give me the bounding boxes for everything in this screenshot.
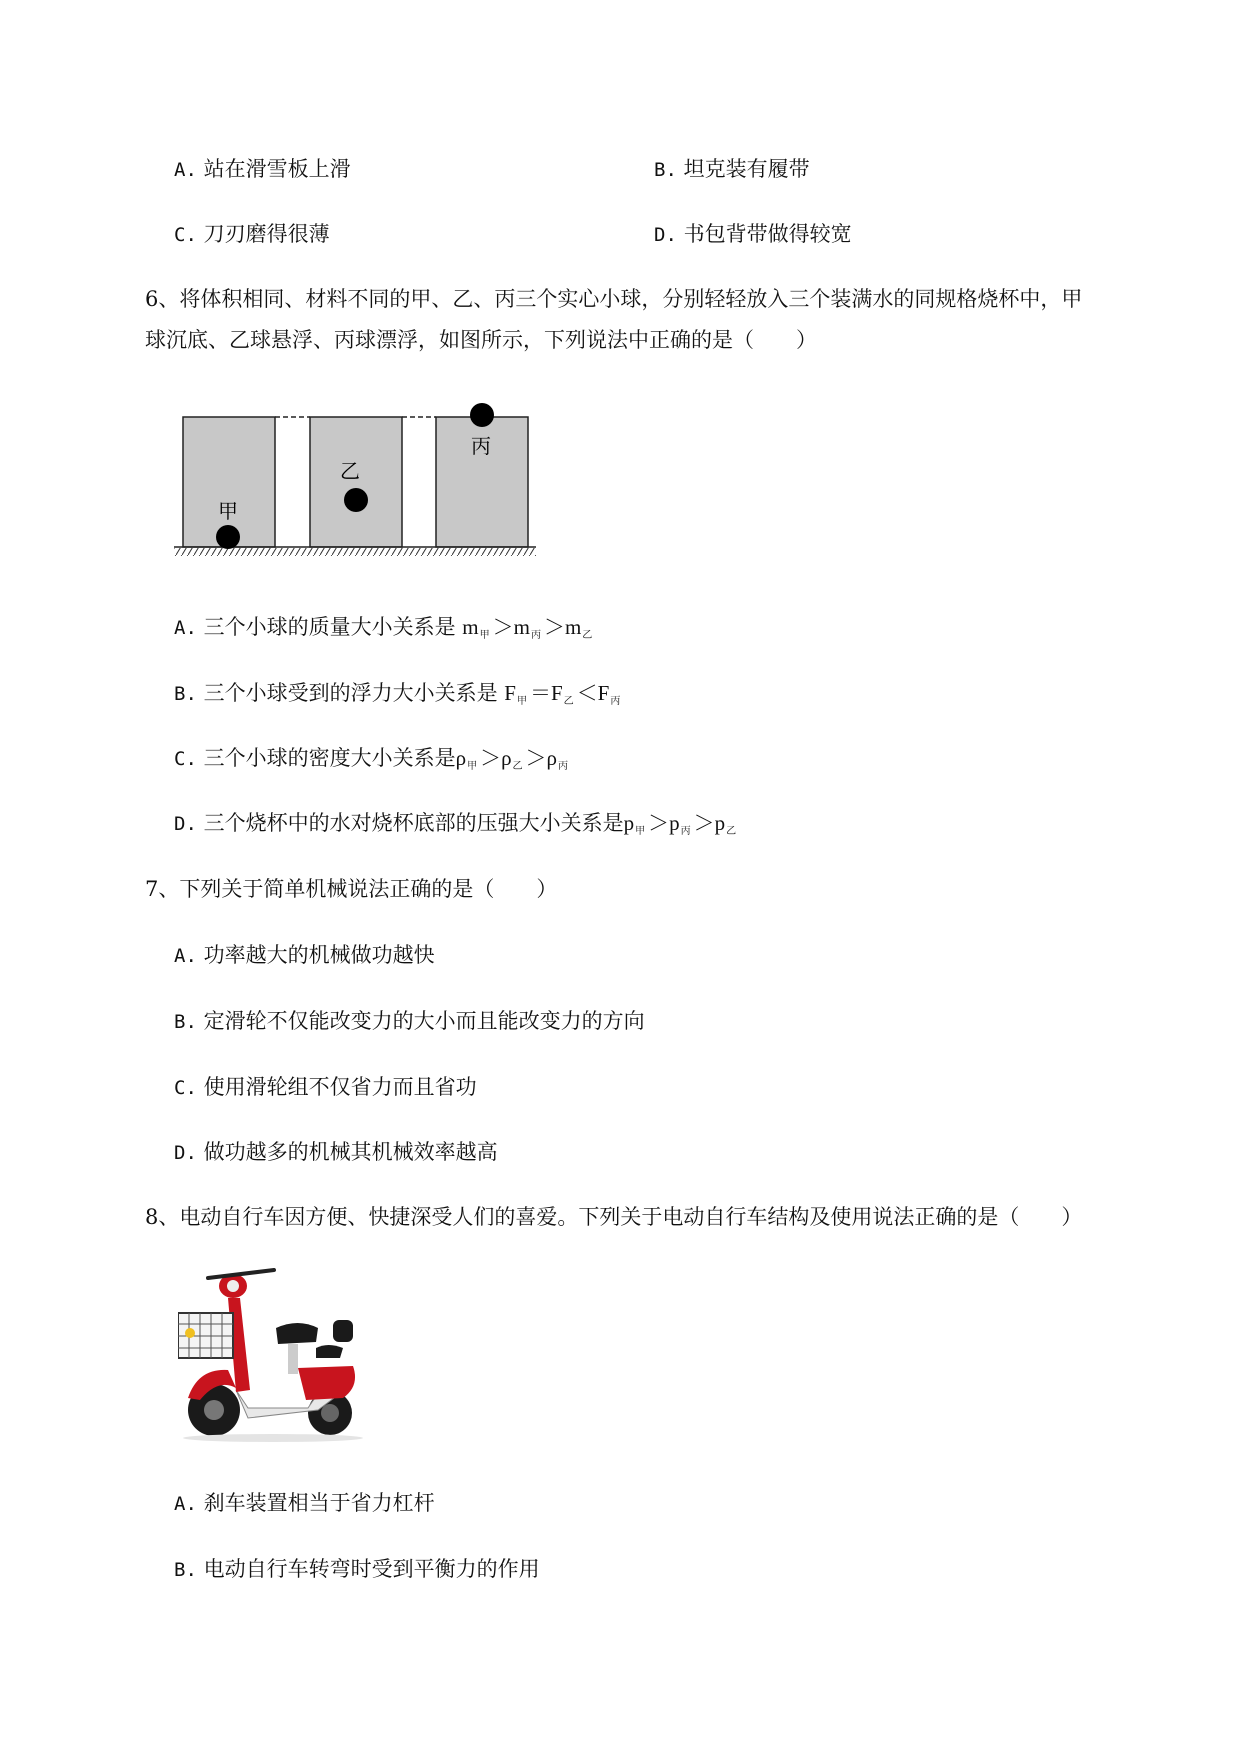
operator: ＞ [492,615,514,639]
option-letter: C. [174,748,197,770]
subscript: 乙 [726,826,737,837]
option-letter: B. [174,1559,197,1581]
var: F [504,681,516,705]
option-letter: C. [174,224,197,246]
var: F [550,681,563,705]
q6-option-d[interactable] [174,808,739,847]
operator: ＞ [525,746,547,770]
q6-stem-line2: 球沉底、乙球悬浮、丙球漂浮，如图所示，下列说法中正确的是（ ） [145,328,817,352]
operator: ＞ [648,811,670,835]
operator: ＞ [693,811,715,835]
option-text: 刹车装置相当于省力杠杆 [203,1491,435,1515]
q6-stem-line1: 6、将体积相同、材料不同的甲、乙、丙三个实心小球，分别轻轻放入三个装满水的同规格烧杯中，甲 [145,287,1083,311]
var: ρ [546,746,558,770]
var: F [597,681,610,705]
electric-scooter-image [178,1258,374,1444]
option-letter: C. [174,1077,197,1099]
option-letter: A. [174,1493,197,1515]
var: m [564,615,582,639]
option-text: 刀刃磨得很薄 [203,222,330,246]
option-text: 三个小球的密度大小关系是 [203,746,456,770]
var: ρ [455,746,467,770]
label-jia: 甲 [218,499,238,523]
operator: ＜ [576,681,598,705]
option-letter: A. [174,159,197,181]
q7-stem: 7、下列关于简单机械说法正确的是（ ） [145,877,558,901]
var: m [462,615,479,639]
option-text: 做功越多的机械其机械效率越高 [203,1140,498,1164]
option-letter: D. [654,224,677,246]
q6-option-b[interactable] [174,678,623,717]
operator: ＞ [480,746,502,770]
q5-option-a[interactable] [174,154,351,185]
q6-option-a[interactable] [174,612,595,651]
option-letter: B. [174,683,197,705]
option-text: 功率越大的机械做功越快 [203,943,435,967]
q7-option-c[interactable] [174,1072,477,1103]
option-letter: D. [174,813,197,835]
q7-option-a[interactable] [174,940,435,971]
var: ρ [501,746,512,770]
subscript: 丙 [680,826,691,837]
q8-option-a[interactable] [174,1488,435,1519]
var: p [623,811,635,835]
option-text: 三个小球的质量大小关系是 [203,615,463,639]
ball-bing [470,403,494,427]
var: p [669,811,680,835]
option-text: 定滑轮不仅能改变力的大小而且能改变力的方向 [203,1009,645,1033]
subscript: 甲 [479,630,490,641]
option-letter: A. [174,945,197,967]
var: p [714,811,726,835]
var: m [513,615,530,639]
option-text: 坦克装有履带 [683,157,810,181]
q5-option-b[interactable] [654,154,810,185]
option-letter: B. [654,159,677,181]
option-text: 站在滑雪板上滑 [203,157,351,181]
q6-beaker-figure [170,395,540,565]
q8-stem: 8、电动自行车因方便、快捷深受人们的喜爱。下列关于电动自行车结构及使用说法正确的是（ ） [145,1205,1083,1229]
option-text: 三个小球受到的浮力大小关系是 [203,681,505,705]
operator: ＝ [529,681,551,705]
option-text: 三个烧杯中的水对烧杯底部的压强大小关系是 [203,811,624,835]
ball-yi [344,488,368,512]
subscript: 丙 [558,761,569,772]
option-letter: A. [174,617,197,639]
subscript: 甲 [467,761,478,772]
subscript: 甲 [635,826,646,837]
ball-jia [216,525,240,549]
q5-option-d[interactable] [654,219,852,250]
option-text: 使用滑轮组不仅省力而且省功 [203,1075,477,1099]
label-yi: 乙 [340,459,360,483]
option-letter: B. [174,1011,197,1033]
operator: ＞ [543,615,565,639]
subscript: 乙 [512,761,523,772]
subscript: 丙 [610,696,621,707]
q7-option-d[interactable] [174,1137,498,1168]
subscript: 丙 [530,630,541,641]
option-text: 电动自行车转弯时受到平衡力的作用 [203,1557,540,1581]
q7-option-b[interactable] [174,1006,645,1037]
subscript: 乙 [563,696,574,707]
subscript: 甲 [516,696,527,707]
label-bing: 丙 [471,434,491,458]
q5-option-c[interactable] [174,219,330,250]
q8-option-b[interactable] [174,1554,540,1585]
option-letter: D. [174,1142,197,1164]
option-text: 书包背带做得较宽 [683,222,852,246]
ground-hatch [174,548,536,556]
subscript: 乙 [582,630,593,641]
q6-option-c[interactable] [174,743,571,782]
